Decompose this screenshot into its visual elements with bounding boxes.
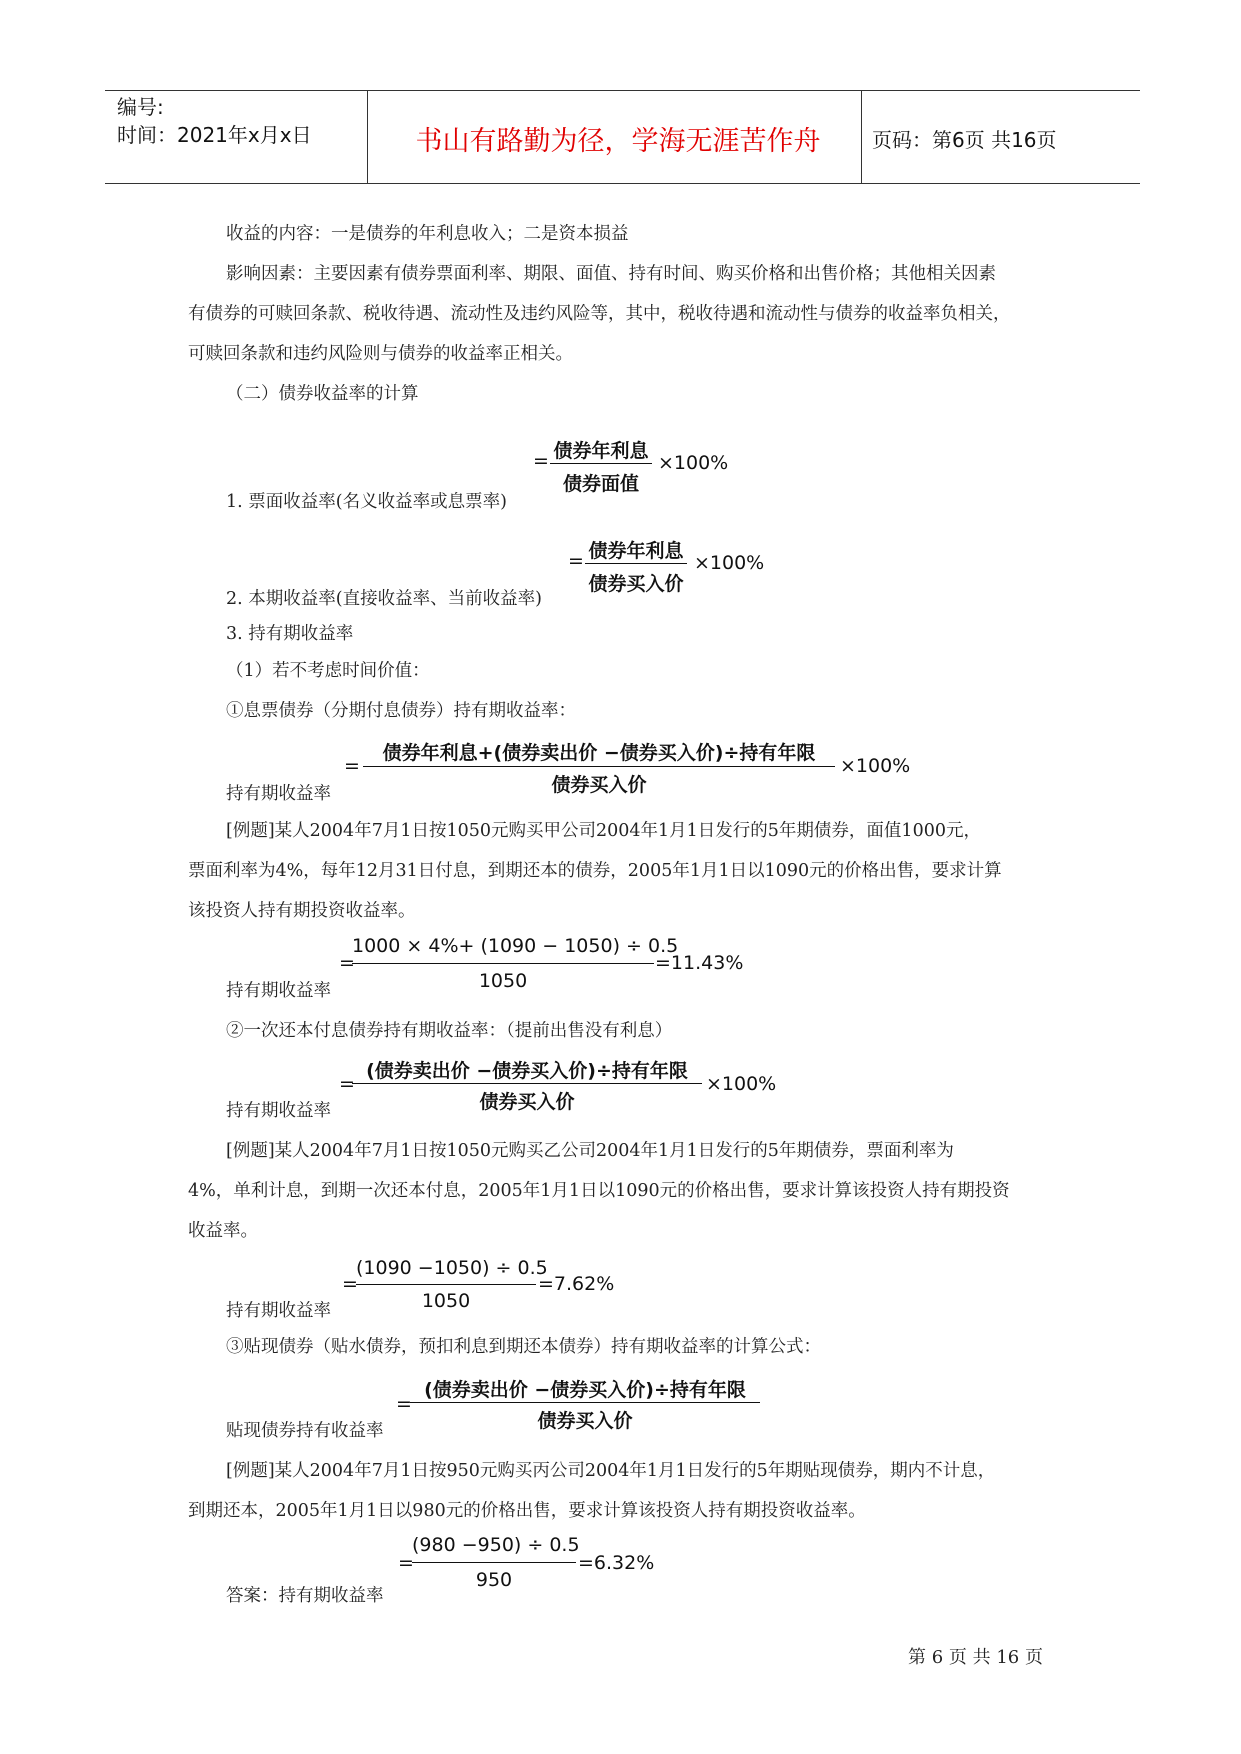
formula-tail: =11.43% (655, 952, 744, 974)
fraction-bar (412, 1562, 576, 1563)
formula-tail: ×100% (840, 755, 911, 777)
formula-denominator: 债券买入价 (588, 573, 684, 595)
formula-numerator: (980 −950) ÷ 0.5 (412, 1534, 580, 1556)
header-left (117, 93, 312, 149)
fraction-bar (363, 766, 835, 767)
formula-tail: ×100% (658, 452, 729, 474)
case-lump-sum-bond: ②一次还本付息债券持有期收益率：（提前出售没有利息） (226, 1021, 673, 1041)
formula-equals: = (398, 1552, 414, 1574)
header-page-info: 页码：第6页 共16页 (872, 128, 1057, 152)
paragraph-factors-line2: 有债券的可赎回条款、税收待遇、流动性及违约风险等，其中，税收待遇和流动性与债券的收益率负相关， (188, 304, 1011, 324)
time-label: 时间：2021年x月x日 (117, 123, 312, 147)
section-heading-calc: （二）债券收益率的计算 (226, 384, 419, 404)
example3-line2: 到期还本，2005年1月1日以980元的价格出售，要求计算该投资人持有期投资收益率。 (188, 1501, 866, 1521)
paragraph-income-content: 收益的内容：一是债券的年利息收入；二是资本损益 (226, 224, 629, 244)
formula-denominator: 债券买入价 (479, 1091, 575, 1113)
formula-equals: = (396, 1393, 412, 1415)
label-discount-yield: 贴现债券持有收益率 (226, 1421, 384, 1441)
formula-numerator: 1000 × 4%+ (1090 − 1050) ÷ 0.5 (352, 935, 679, 957)
formula-numerator: (1090 −1050) ÷ 0.5 (356, 1257, 548, 1279)
formula-tail: =6.32% (578, 1552, 655, 1574)
formula-equals: = (339, 952, 355, 974)
formula-numerator: 债券年利息+(债券卖出价 −债券买入价)÷持有年限 (382, 742, 816, 764)
item-current-yield: 2. 本期收益率(直接收益率、当前收益率) (226, 589, 542, 609)
formula-denominator: 1050 (478, 970, 528, 992)
example1-line2: 票面利率为4%，每年12月31日付息，到期还本的债券，2005年1月1日以1090元的价格出售，要求计算 (188, 861, 1002, 881)
formula-denominator: 债券买入价 (551, 774, 647, 796)
formula-denominator: 债券面值 (562, 473, 639, 495)
case-coupon-bond: ①息票债券（分期付息债券）持有期收益率： (226, 701, 576, 721)
fraction-bar (352, 963, 654, 964)
header-divider (367, 91, 368, 183)
page-footer: 第 6 页 共 16 页 (908, 1647, 1043, 1668)
formula-tail: =7.62% (538, 1273, 615, 1295)
label-holding-yield: 持有期收益率 (226, 1301, 331, 1321)
fraction-bar (550, 463, 652, 464)
example2-line2: 4%，单利计息，到期一次还本付息，2005年1月1日以1090元的价格出售，要求计算该投资人持有期投资 (188, 1181, 1010, 1201)
item-holding-yield: 3. 持有期收益率 (226, 624, 354, 644)
formula-tail: ×100% (706, 1073, 777, 1095)
formula-equals: = (344, 755, 360, 777)
example1-line3: 该投资人持有期投资收益率。 (188, 901, 416, 921)
example3-line1: [例题]某人2004年7月1日按950元购买丙公司2004年1月1日发行的5年期贴现债券，期内不计息， (226, 1461, 996, 1481)
page-header (105, 90, 1140, 184)
formula-numerator: (债券卖出价 −债券买入价)÷持有年限 (424, 1379, 746, 1401)
formula-denominator: 1050 (421, 1290, 471, 1312)
formula-equals: = (568, 550, 584, 572)
formula-equals: = (533, 450, 549, 472)
label-holding-yield: 持有期收益率 (226, 981, 331, 1001)
case-discount-bond: ③贴现债券（贴水债券，预扣利息到期还本债券）持有期收益率的计算公式： (226, 1337, 821, 1357)
fraction-bar (356, 1284, 536, 1285)
fraction-bar (585, 563, 687, 564)
formula-numerator: 债券年利息 (553, 440, 649, 462)
example1-line1: [例题]某人2004年7月1日按1050元购买甲公司2004年1月1日发行的5年期债券，面值1000元， (226, 821, 981, 841)
formula-numerator: 债券年利息 (588, 540, 684, 562)
formula-tail: ×100% (694, 552, 765, 574)
formula-equals: = (339, 1073, 355, 1095)
answer-label: 答案：持有期收益率 (226, 1586, 384, 1606)
paragraph-factors-line1: 影响因素：主要因素有债券票面利率、期限、面值、持有时间、购买价格和出售价格；其他相关因素 (226, 264, 996, 284)
label-holding-yield: 持有期收益率 (226, 1101, 331, 1121)
header-motto: 书山有路勤为径，学海无涯苦作舟 (415, 126, 821, 157)
example2-line1: [例题]某人2004年7月1日按1050元购买乙公司2004年1月1日发行的5年期债券，票面利率为 (226, 1141, 954, 1161)
paragraph-factors-line3: 可赎回条款和违约风险则与债券的收益率正相关。 (188, 344, 573, 364)
item-coupon-rate: 1. 票面收益率(名义收益率或息票率) (226, 492, 507, 512)
fraction-bar (352, 1083, 702, 1084)
label-holding-yield: 持有期收益率 (226, 784, 331, 804)
number-label: 编号: (117, 95, 164, 119)
example2-line3: 收益率。 (188, 1221, 258, 1241)
subitem-no-time-value: （1）若不考虑时间价值： (226, 661, 430, 681)
formula-equals: = (342, 1273, 358, 1295)
fraction-bar (410, 1402, 760, 1403)
formula-numerator: (债券卖出价 −债券买入价)÷持有年限 (366, 1060, 688, 1082)
formula-denominator: 950 (475, 1569, 513, 1591)
formula-denominator: 债券买入价 (537, 1410, 633, 1432)
